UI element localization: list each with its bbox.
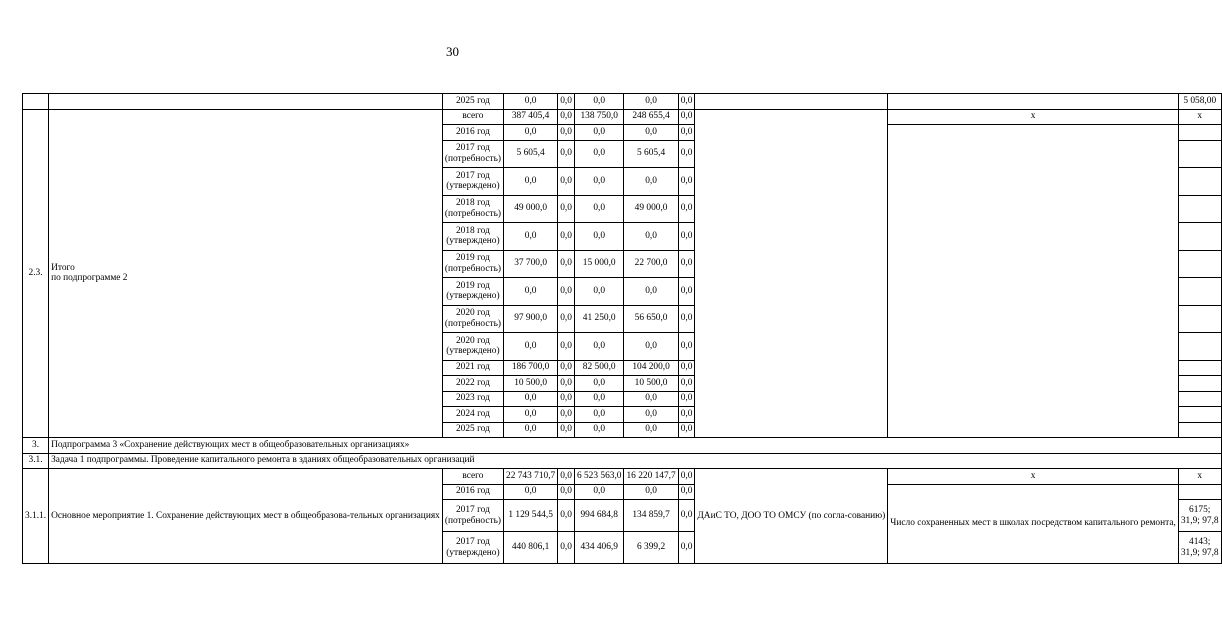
value-cell: 0,0 — [574, 140, 624, 168]
value-cell — [1178, 333, 1221, 361]
value-cell: 0,0 — [678, 168, 695, 196]
section-row — [23, 438, 1222, 454]
value-cell: 0,0 — [558, 168, 575, 196]
value-cell: 5 605,4 — [624, 140, 678, 168]
value-cell: 41 250,0 — [574, 305, 624, 333]
value-cell: 0,0 — [504, 484, 558, 500]
value-cell — [1178, 305, 1221, 333]
table-row — [23, 109, 1222, 125]
value-cell — [1178, 140, 1221, 168]
value-cell: х — [1178, 469, 1221, 485]
section-number: 3.1. — [23, 453, 49, 469]
value-cell: 0,0 — [678, 532, 695, 564]
table-cell — [695, 94, 888, 110]
value-cell: 0,0 — [504, 125, 558, 141]
year-cell: 2016 год — [442, 484, 503, 500]
value-cell: х — [1178, 109, 1221, 125]
value-cell: 186 700,0 — [504, 360, 558, 376]
value-cell: 10 500,0 — [504, 376, 558, 392]
table-cell: 0,0 — [678, 94, 695, 110]
value-cell — [1178, 278, 1221, 306]
value-cell: 0,0 — [678, 333, 695, 361]
value-cell: 0,0 — [574, 168, 624, 196]
value-cell: 0,0 — [678, 407, 695, 423]
table-cell: 0,0 — [558, 94, 575, 110]
year-cell: всего — [442, 469, 503, 485]
value-cell — [1178, 250, 1221, 278]
year-cell: 2018 год (утверждено) — [442, 223, 503, 251]
value-cell: 0,0 — [558, 278, 575, 306]
value-cell: 56 650,0 — [624, 305, 678, 333]
value-cell: 22 743 710,7 — [504, 469, 558, 485]
value-cell: 0,0 — [624, 407, 678, 423]
year-cell: 2017 год (утверждено) — [442, 532, 503, 564]
table-cell: 0,0 — [624, 94, 678, 110]
value-cell: 0,0 — [678, 250, 695, 278]
value-cell: 0,0 — [558, 223, 575, 251]
table-cell: 0,0 — [504, 94, 558, 110]
value-cell: 0,0 — [558, 360, 575, 376]
value-cell: 0,0 — [558, 391, 575, 407]
table-cell: 0,0 — [574, 94, 624, 110]
value-cell: 0,0 — [558, 305, 575, 333]
value-cell: 0,0 — [678, 360, 695, 376]
value-cell: 0,0 — [504, 333, 558, 361]
table-body — [23, 94, 1222, 564]
value-cell: 0,0 — [678, 484, 695, 500]
year-cell: 2024 год — [442, 407, 503, 423]
value-cell: 6 399,2 — [624, 532, 678, 564]
value-cell: 0,0 — [678, 109, 695, 125]
value-cell: 0,0 — [558, 333, 575, 361]
value-cell: 0,0 — [574, 278, 624, 306]
indicator-cell: Число сохраненных мест в школах посредством капитального ремонта, — [888, 484, 1179, 564]
value-cell: 138 750,0 — [574, 109, 624, 125]
value-cell: 0,0 — [624, 278, 678, 306]
value-cell — [1178, 223, 1221, 251]
value-cell: 0,0 — [678, 376, 695, 392]
section-number: 3. — [23, 438, 49, 454]
table-cell: 2025 год — [442, 94, 503, 110]
value-cell: 0,0 — [574, 407, 624, 423]
year-cell: всего — [442, 109, 503, 125]
value-cell: 0,0 — [678, 500, 695, 532]
value-cell — [1178, 195, 1221, 223]
value-cell: 16 220 147,7 — [624, 469, 678, 485]
indicator-cell — [888, 125, 1179, 438]
table-cell: 5 058,00 — [1178, 94, 1221, 110]
value-cell: 0,0 — [678, 278, 695, 306]
value-cell: 0,0 — [504, 407, 558, 423]
value-cell: 82 500,0 — [574, 360, 624, 376]
year-cell: 2017 год (потребность) — [442, 140, 503, 168]
value-cell: 49 000,0 — [504, 195, 558, 223]
value-cell: 434 406,9 — [574, 532, 624, 564]
value-cell: 22 700,0 — [624, 250, 678, 278]
page-number: 30 — [446, 44, 459, 59]
value-cell: 1 129 544,5 — [504, 500, 558, 532]
year-cell: 2020 год (утверждено) — [442, 333, 503, 361]
indicator-cell: х — [888, 109, 1179, 125]
indicator-cell: х — [888, 469, 1179, 485]
value-cell: 0,0 — [558, 422, 575, 438]
value-cell: 0,0 — [558, 469, 575, 485]
row-title: Итого по подпрограмме 2 — [49, 109, 443, 438]
value-cell — [1178, 376, 1221, 392]
value-cell — [1178, 168, 1221, 196]
budget-table — [22, 93, 1222, 564]
value-cell: 6175; 31,9; 97,8 — [1178, 500, 1221, 532]
year-cell: 2017 год (утверждено) — [442, 168, 503, 196]
year-cell: 2021 год — [442, 360, 503, 376]
value-cell: 0,0 — [558, 376, 575, 392]
value-cell: 387 405,4 — [504, 109, 558, 125]
value-cell: 4143; 31,9; 97,8 — [1178, 532, 1221, 564]
value-cell: 440 806,1 — [504, 532, 558, 564]
value-cell: 37 700,0 — [504, 250, 558, 278]
value-cell: 0,0 — [624, 223, 678, 251]
value-cell: 0,0 — [624, 422, 678, 438]
section-title: Подпрограмма 3 «Сохранение действующих мест в общеобразовательных организациях» — [49, 438, 1222, 454]
value-cell: 0,0 — [574, 484, 624, 500]
value-cell: 0,0 — [678, 391, 695, 407]
value-cell: 134 859,7 — [624, 500, 678, 532]
section-title: Задача 1 подпрограммы. Проведение капитального ремонта в зданиях общеобразовательных организаций — [49, 453, 1222, 469]
value-cell: 15 000,0 — [574, 250, 624, 278]
value-cell: 0,0 — [504, 278, 558, 306]
value-cell: 0,0 — [504, 391, 558, 407]
year-cell: 2019 год (потребность) — [442, 250, 503, 278]
value-cell — [1178, 391, 1221, 407]
value-cell: 0,0 — [624, 168, 678, 196]
value-cell: 0,0 — [504, 223, 558, 251]
value-cell: 0,0 — [678, 422, 695, 438]
value-cell: 0,0 — [624, 391, 678, 407]
value-cell — [1178, 422, 1221, 438]
value-cell — [1178, 484, 1221, 500]
value-cell: 0,0 — [558, 109, 575, 125]
year-cell: 2019 год (утверждено) — [442, 278, 503, 306]
value-cell: 0,0 — [574, 195, 624, 223]
value-cell: 0,0 — [678, 469, 695, 485]
value-cell: 0,0 — [624, 125, 678, 141]
row-number: 2.3. — [23, 109, 49, 438]
value-cell: 0,0 — [678, 125, 695, 141]
value-cell: 0,0 — [574, 376, 624, 392]
year-cell: 2018 год (потребность) — [442, 195, 503, 223]
value-cell: 5 605,4 — [504, 140, 558, 168]
value-cell: 0,0 — [558, 532, 575, 564]
table-row — [23, 469, 1222, 485]
value-cell: 0,0 — [504, 422, 558, 438]
measure-name: Основное мероприятие 1. Сохранение действующих мест в общеобразова-тельных организациях — [49, 469, 443, 564]
value-cell: 0,0 — [558, 407, 575, 423]
value-cell: 994 684,8 — [574, 500, 624, 532]
year-cell: 2017 год (потребность) — [442, 500, 503, 532]
value-cell: 0,0 — [574, 223, 624, 251]
value-cell: 0,0 — [574, 391, 624, 407]
year-cell: 2023 год — [442, 391, 503, 407]
value-cell: 49 000,0 — [624, 195, 678, 223]
value-cell: 104 200,0 — [624, 360, 678, 376]
value-cell: 0,0 — [678, 305, 695, 333]
year-cell: 2025 год — [442, 422, 503, 438]
year-cell: 2022 год — [442, 376, 503, 392]
task-row — [23, 453, 1222, 469]
value-cell: 0,0 — [558, 484, 575, 500]
value-cell: 97 900,0 — [504, 305, 558, 333]
value-cell: 0,0 — [624, 484, 678, 500]
value-cell: 0,0 — [558, 140, 575, 168]
value-cell: 0,0 — [558, 125, 575, 141]
value-cell: 0,0 — [504, 168, 558, 196]
table-row — [23, 94, 1222, 110]
value-cell: 0,0 — [624, 333, 678, 361]
executor-cell — [695, 109, 888, 438]
value-cell: 0,0 — [574, 333, 624, 361]
measure-number: 3.1.1. — [23, 469, 49, 564]
value-cell: 0,0 — [678, 223, 695, 251]
value-cell: 0,0 — [574, 422, 624, 438]
value-cell — [1178, 125, 1221, 141]
value-cell — [1178, 360, 1221, 376]
value-cell: 0,0 — [558, 195, 575, 223]
year-cell: 2020 год (потребность) — [442, 305, 503, 333]
value-cell: 248 655,4 — [624, 109, 678, 125]
value-cell: 6 523 563,0 — [574, 469, 624, 485]
table-cell — [888, 94, 1179, 110]
value-cell: 0,0 — [558, 250, 575, 278]
value-cell: 10 500,0 — [624, 376, 678, 392]
value-cell: 0,0 — [678, 195, 695, 223]
table-cell — [49, 94, 443, 110]
value-cell: 0,0 — [574, 125, 624, 141]
table-cell — [23, 94, 49, 110]
value-cell — [1178, 407, 1221, 423]
executor-cell: ДАиС ТО, ДОО ТО ОМСУ (по согла-сованию) — [695, 469, 888, 564]
year-cell: 2016 год — [442, 125, 503, 141]
value-cell: 0,0 — [678, 140, 695, 168]
value-cell: 0,0 — [558, 500, 575, 532]
